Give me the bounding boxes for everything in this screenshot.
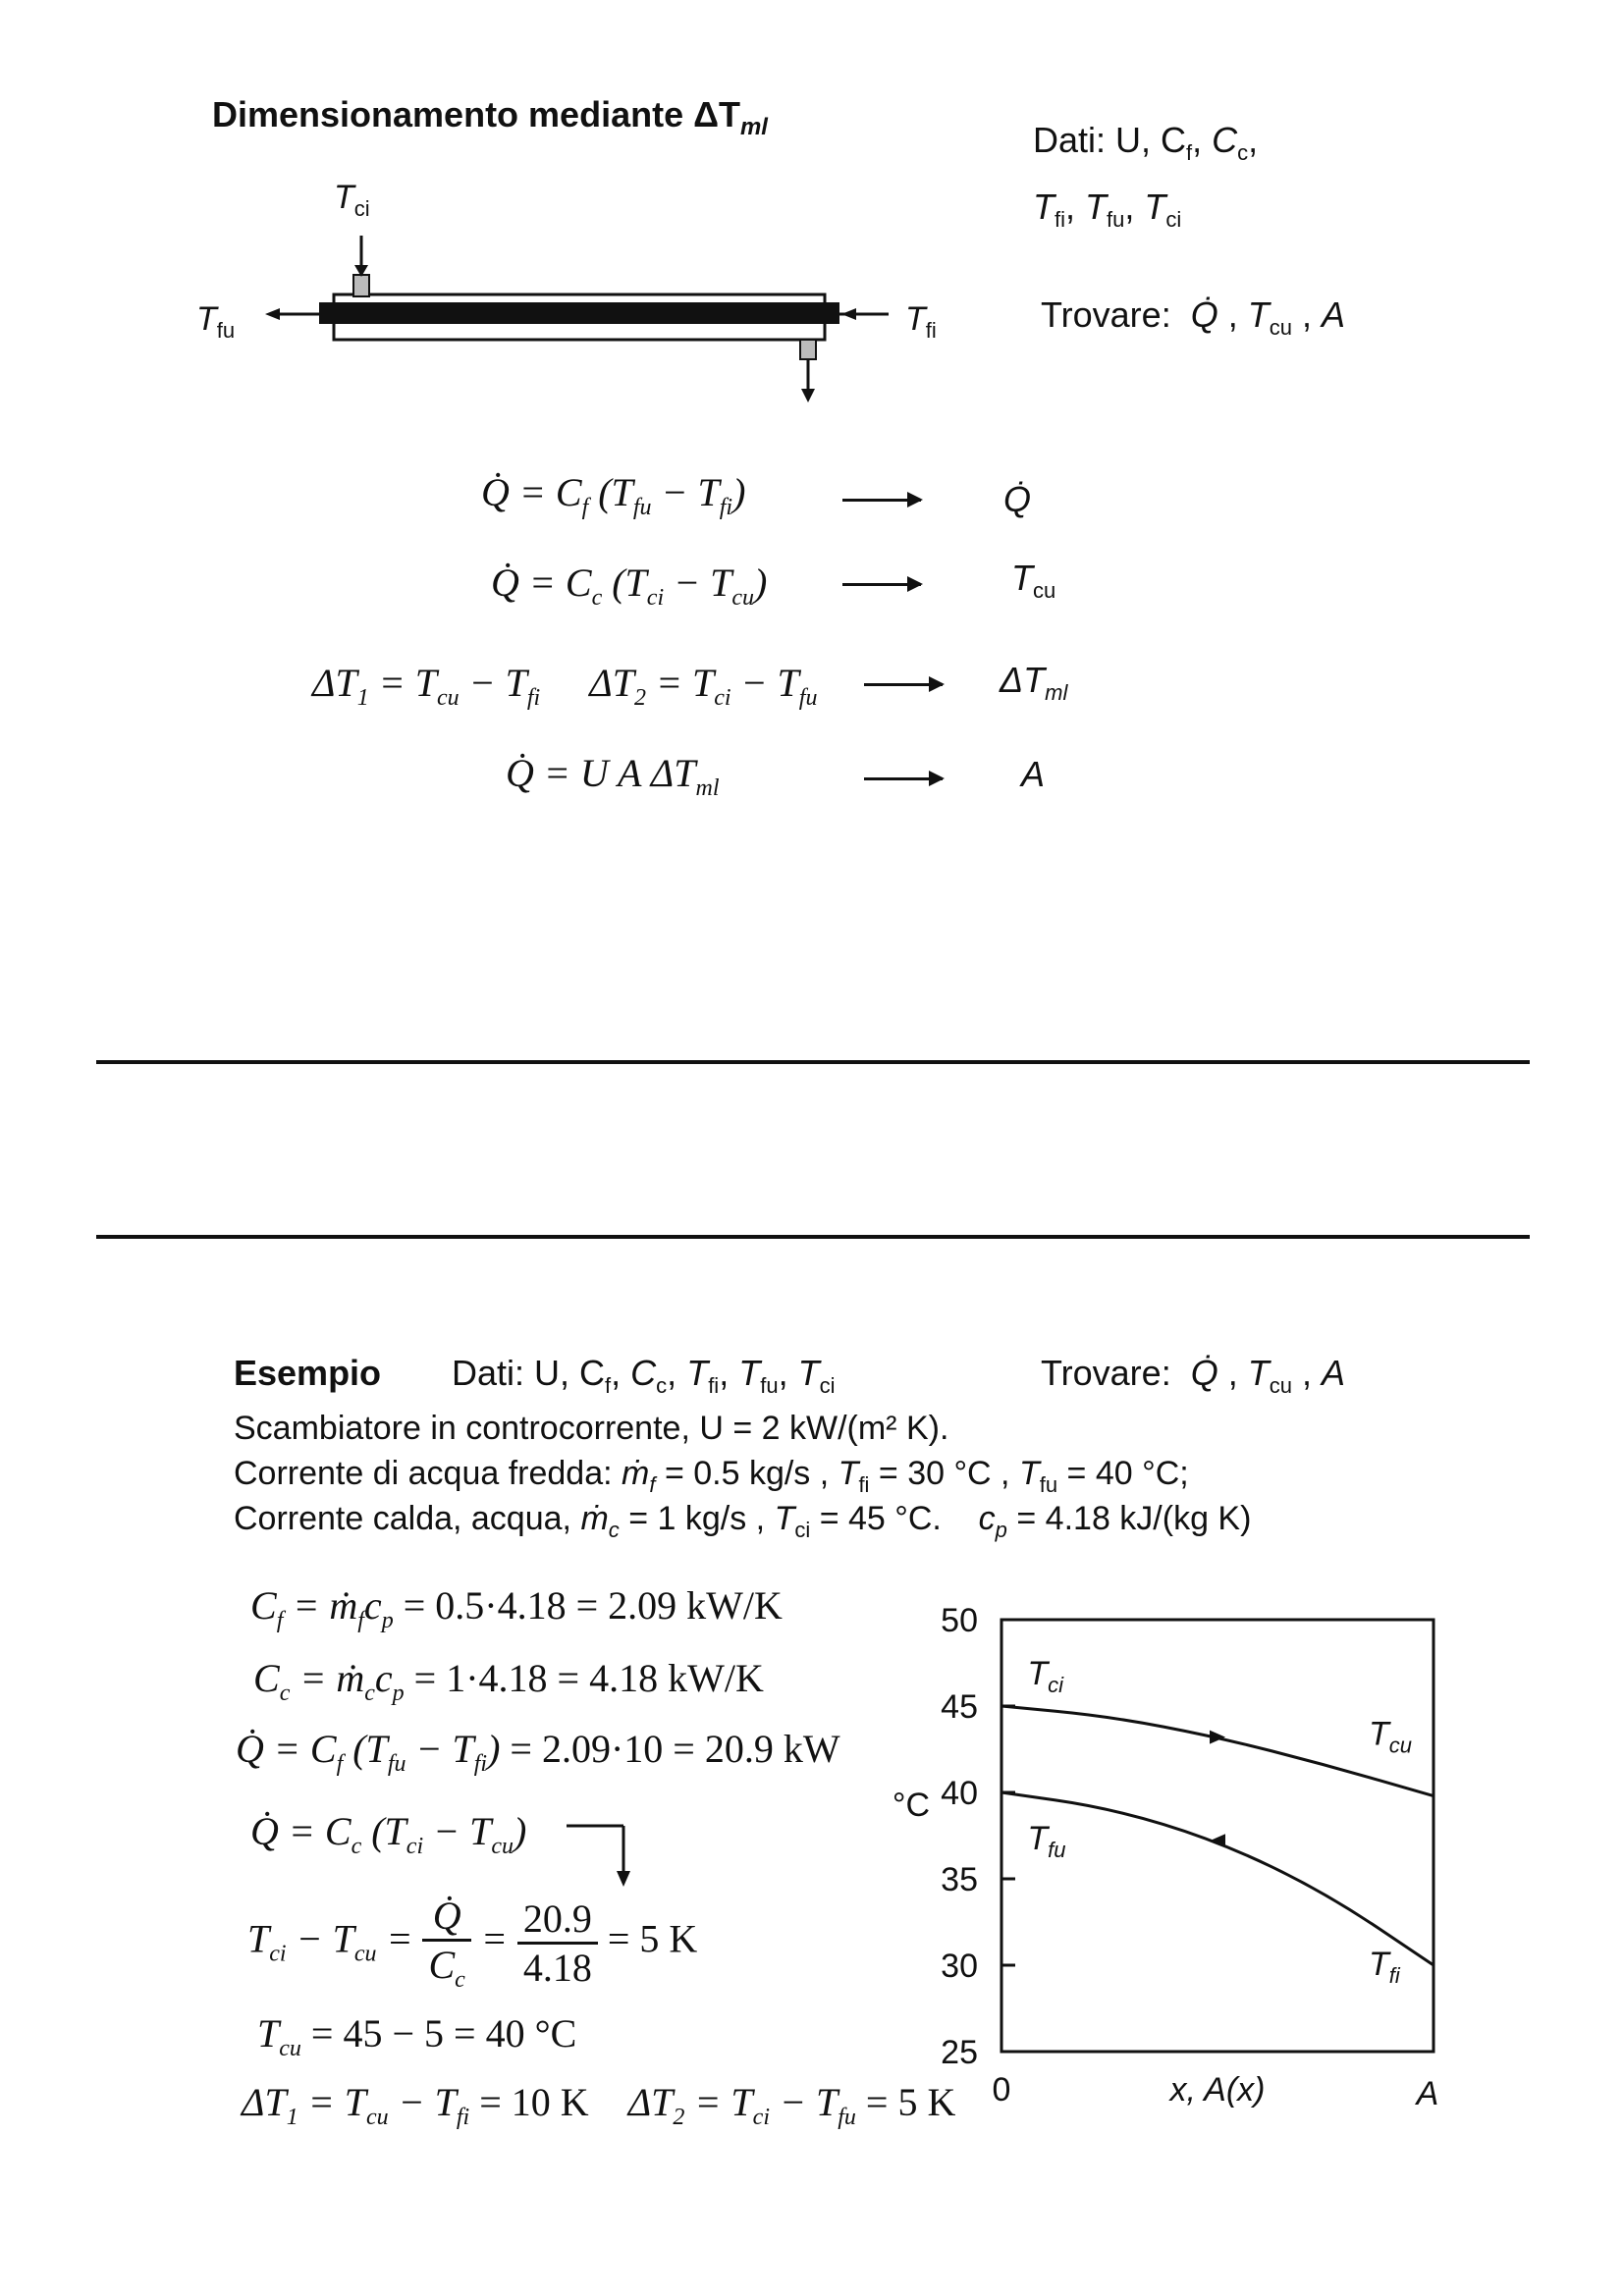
example-line3: Corrente calda, acqua, ṁ$_c$ = 1 kg/s , $T_{ci} = 45$ °C. $c_p = 4.18$ kJ/(kg K) bbox=[234, 1500, 1252, 1542]
example-find: Trovare: Q̇ , $T_{cu}$ , A bbox=[1041, 1353, 1346, 1399]
series-end-label-0: $T_{cu}$ bbox=[1369, 1715, 1413, 1758]
flow-arrow-0 bbox=[1210, 1731, 1225, 1744]
example-line2: Corrente di acqua fredda: ṁ$_f$ = 0.5 kg/s , $T_{fi} = 30$ °C , $T_{fu} = 40$ °C; bbox=[234, 1455, 1189, 1497]
series-end-label-1: $T_{fi}$ bbox=[1369, 1946, 1400, 1988]
result-tcu: $T_{cu}$ bbox=[1011, 558, 1056, 604]
series-start-label-1: $T_{fu}$ bbox=[1027, 1820, 1066, 1862]
heat-exchanger-diagram bbox=[187, 167, 952, 422]
result-dtml: $\Delta T_{ml}$ bbox=[1000, 660, 1068, 706]
arrow-1 bbox=[842, 499, 921, 502]
x-tick-right: A bbox=[1416, 2075, 1439, 2112]
label-t-fi: $T_{fi}$ bbox=[905, 300, 937, 343]
given-data-line2: $T_{fi}$, $T_{fu}$, $T_{ci}$ bbox=[1033, 187, 1182, 233]
label-t-fu: $T_{fu}$ bbox=[196, 300, 236, 343]
flow-arrow-1 bbox=[1210, 1834, 1225, 1847]
calc-cf: $C_f$ = $ṁ_fc_p = 0.5\cdot 4.18 = 2.09$ kW/K bbox=[250, 1583, 783, 1633]
y-tick-label: 25 bbox=[941, 2034, 978, 2071]
find-line: Trovare: Q̇ , $T_{cu}$ , A bbox=[1041, 294, 1346, 341]
arrow-2 bbox=[842, 583, 921, 586]
section-title: Dimensionamento mediante $\Delta T_{ml}$ bbox=[212, 94, 768, 141]
x-axis-label: x, A(x) bbox=[1169, 2071, 1266, 2109]
temperature-chart bbox=[864, 1571, 1492, 2120]
example-given: Dati: U, $C_f$, $C_c$, $T_{fi}$, $T_{fu}$, $T_{ci}$ bbox=[452, 1353, 836, 1399]
y-tick-label: 50 bbox=[941, 1602, 978, 1639]
equation-q-hot: Q̇ = $C_c$ $(T_{ci} - T_{cu})$ bbox=[491, 561, 768, 611]
result-area: A bbox=[1021, 754, 1046, 794]
equation-q-cold: Q̇ = $C_f$ $(T_{fu} - T_{fi})$ bbox=[481, 470, 746, 520]
rule-top bbox=[96, 1060, 1530, 1064]
rule-bottom bbox=[96, 1235, 1530, 1239]
label-t-ci: $T_{ci}$ bbox=[334, 179, 370, 221]
calc-q: Q̇ = $C_f$ $(T_{fu} - T_{fi}) = 2.09\cdot 10 = 20.9$ kW bbox=[236, 1727, 840, 1777]
calc-dt12: $\Delta T_1 = T_{cu} - T_{fi} = 10$ K $\Delta T_2 = T_{ci} - T_{fu} = 5$ K bbox=[242, 2080, 956, 2130]
y-tick-label: 40 bbox=[941, 1775, 978, 1812]
series-start-label-0: $T_{ci}$ bbox=[1027, 1655, 1064, 1697]
arrow-3 bbox=[864, 683, 943, 686]
x-tick-left: 0 bbox=[992, 2071, 1011, 2109]
y-tick-label: 30 bbox=[941, 1948, 978, 1985]
y-tick-label: 35 bbox=[941, 1861, 978, 1898]
y-tick-label: 45 bbox=[941, 1688, 978, 1726]
series-line-1 bbox=[1001, 1792, 1434, 1965]
result-q: Q̇ bbox=[1003, 479, 1032, 519]
calc-arrow bbox=[565, 1816, 643, 1895]
calc-cc: $C_c$ = $ṁ_cc_p = 1\cdot 4.18 = 4.18$ kW/K bbox=[253, 1656, 764, 1706]
example-line1: Scambiatore in controcorrente, U = 2 kW/(m² K). bbox=[234, 1410, 949, 1447]
plot-frame bbox=[1001, 1620, 1434, 2052]
equation-q-ua: Q̇ = U A $\Delta T_{ml}$ bbox=[506, 751, 720, 801]
calc-tcu: $T_{cu} = 45 - 5 = 40$ °C bbox=[257, 2011, 577, 2061]
given-data-line1: Dati: U, $C_f$, $C_c$, bbox=[1033, 120, 1259, 166]
example-heading: Esempio bbox=[234, 1353, 382, 1393]
equation-delta-t: $\Delta T_1 = T_{cu} - T_{fi}$ $\Delta T_2 = T_{ci} - T_{fu}$ bbox=[312, 661, 818, 711]
calc-dt: $T_{ci} - T_{cu}$ = $\frac{Q̇}{C_c}$ = $\frac{20.9}{4.18}$ = 5 K bbox=[247, 1894, 698, 1993]
arrow-4 bbox=[864, 777, 943, 780]
calc-q-hot: Q̇ = $C_c$ $(T_{ci} - T_{cu})$ bbox=[250, 1809, 527, 1859]
y-axis-label: °C bbox=[892, 1787, 931, 1824]
